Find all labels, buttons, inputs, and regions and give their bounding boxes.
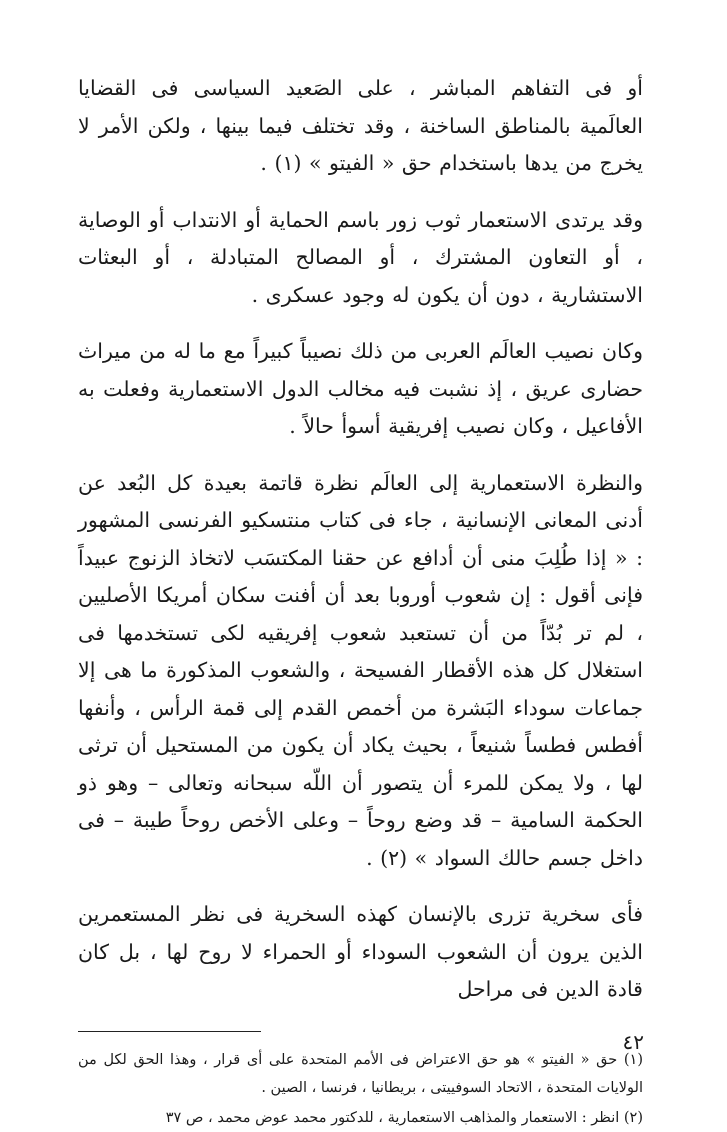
paragraph-3: وكان نصيب العالَم العربى من ذلك نصيباً كبيراً مع ما له من ميراث حضارى عريق ، إذ نشبت فيه مخالب الدول الاستعمارية وفعلت به الأفاعيل ، وكان نصيب إفريقية أسوأ حالاً . (78, 339, 643, 438)
paragraph-1: أو فى التفاهم المباشر ، على الصَعيد السياسى فى القضايا العالَمية بالمناطق الساخنة ، وقد تختلف فيما بينها ، ولكن الأمر لا يخرج من يدها باستخدام حق « الفيتو » (١) . (78, 76, 643, 175)
footnotes (78, 1046, 643, 1132)
paragraph-5: فأى سخرية تزرى بالإنسان كهذه السخرية فى نظر المستعمرين الذين يرون أن الشعوب السوداء أو الحمراء لا روح لها ، بل كان قادة الدين فى مراحل (78, 902, 643, 1001)
paragraph-4: والنظرة الاستعمارية إلى العالَم نظرة قاتمة بعيدة كل البُعد عن أدنى المعانى الإنسانية ، جاء فى كتاب منتسكيو الفرنسى المشهور : « إذا طُلِبَ منى أن أدافع عن حقنا المكتسَب لاتخاذ الزنوج عبيداً فإنى أقول : إن شعوب أوروبا بعد أن أفنت سكان أمريكا الأصليين ، لم تر بُدّاً من أن تستعبد شعوب إفريقيه لكى تستخدمها فى استغلال كل هذه الأقطار الفسيحة ، والشعوب المذكورة ما هى إلا جماعات سوداء البَشرة من أخمص القدم إلى قمة الرأس ، وأنفها أفطس فطساً شنيعاً ، بحيث يكاد أن يكون من المستحيل أن ترثى لها ، ولا يمكن للمرء أن يتصور أن اللّه سبحانه وتعالى – وهو ذو الحكمة السامية – قد وضع روحاً – وعلى الأخص روحاً طيبة – فى داخل جسم حالك السواد » (٢) . (78, 470, 643, 870)
page-number: ٤٢ (622, 1030, 644, 1054)
main-text (78, 70, 643, 1009)
footnote-1: (١) حق « الفيتو » هو حق الاعتراض فى الأمم المتحدة على أى قرار ، وهذا الحق لكل من الولايات المتحدة ، الاتحاد السوفييتى ، بريطانيا ، فرنسا ، الصين . (78, 1051, 643, 1096)
paragraph-2: وقد يرتدى الاستعمار ثوب زور باسم الحماية أو الانتداب أو الوصاية ، أو التعاون المشترك ، أو المصالح المتبادلة ، أو البعثات الاستشارية ، دون أن يكون له وجود عسكرى . (78, 207, 643, 307)
footnote-divider (78, 1031, 261, 1032)
footnote-2: (٢) انظر : الاستعمار والمذاهب الاستعمارية ، للدكتور محمد عوض محمد ، ص ٣٧ (165, 1109, 643, 1126)
